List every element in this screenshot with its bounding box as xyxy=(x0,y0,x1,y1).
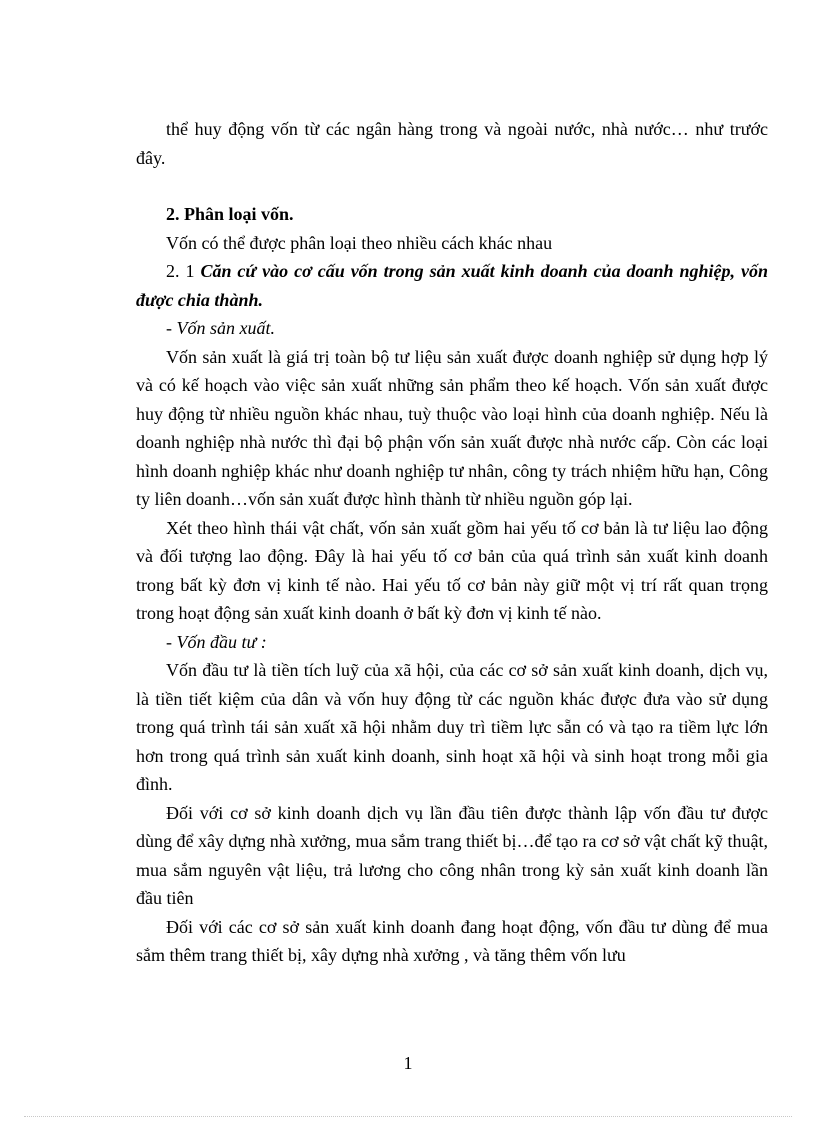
subsection-title: Căn cứ vào cơ cấu vốn trong sản xuất kinh doanh của doanh nghiệp, vốn được chia thành. xyxy=(136,261,768,310)
paragraph-continuation: thể huy động vốn từ các ngân hàng trong và ngoài nước, nhà nước… như trước đây. xyxy=(136,119,768,168)
subsection-number: 2. 1 xyxy=(166,261,195,281)
paragraph-von-dau-tu: Vốn đầu tư là tiền tích luỹ của xã hội, của các cơ sở sản xuất kinh doanh, dịch vụ, là tiền tiết kiệm của dân và vốn huy động từ các nguồn khác được đưa vào sử dụng trong quá trình tái sản xuất xã hội nhằm duy trì tiềm lực sẵn có và tạo ra tiềm lực lớn hơn trong quá trình sản xuất kinh doanh, sinh hoạt xã hội và sinh hoạt trong mỗi gia đình. xyxy=(136,660,768,794)
page-number: 1 xyxy=(403,1053,413,1073)
paragraph-von-san-xuat: Vốn sản xuất là giá trị toàn bộ tư liệu sản xuất được doanh nghiệp sử dụng hợp lý và có kế hoạch vào việc sản xuất những sản phẩm theo kế hoạch. Vốn sản xuất được huy động từ nhiều nguồn khác nhau, tuỳ thuộc vào loại hình của doanh nghiệp. Nếu là doanh nghiệp nhà nước thì đại bộ phận vốn sản xuất được nhà nước cấp. Còn các loại hình doanh nghiệp khác như doanh nghiệp tư nhân, công ty trách nhiệm hữu hạn, Công ty liên doanh…vốn sản xuất được hình thành từ nhiều nguồn góp lại. xyxy=(136,346,768,509)
section-heading: 2. Phân loại vốn. xyxy=(166,204,294,224)
paragraph-co-so-hoat-dong: Đối với các cơ sở sản xuất kinh doanh đang hoạt động, vốn đầu tư dùng để mua sắm thêm trang thiết bị, xây dựng nhà xưởng , và tăng thêm vốn lưu xyxy=(136,916,768,965)
paragraph-hinh-thai: Xét theo hình thái vật chất, vốn sản xuất gồm hai yếu tố cơ bản là tư liệu lao động và đối tượng lao động. Đây là hai yếu tố cơ bản của quá trình sản xuất kinh doanh trong bất kỳ đơn vị kinh tế nào. Hai yếu tố cơ bản này giữ một vị trí rất quan trọng trong hoạt động sản xuất kinh doanh ở bất kỳ đơn vị kinh tế nào. xyxy=(136,517,768,623)
paragraph-intro: Vốn có thể được phân loại theo nhiều cách khác nhau xyxy=(166,232,553,253)
list-item-von-dau-tu: - Vốn đầu tư : xyxy=(166,631,267,652)
paragraph-gap xyxy=(136,172,768,200)
subsection-heading xyxy=(136,257,768,314)
document-body xyxy=(136,115,768,970)
list-item-von-san-xuat: - Vốn sản xuất. xyxy=(166,318,275,338)
paragraph-co-so-moi: Đối với cơ sở kinh doanh dịch vụ lần đầu tiên được thành lập vốn đầu tư được dùng để xây dựng nhà xưởng, mua sắm trang thiết bị…để tạo ra cơ sở vật chất kỹ thuật, mua sắm nguyên vật liệu, trả lương cho công nhân trong kỳ sản xuất kinh doanh lần đầu tiên xyxy=(136,802,768,908)
page-bottom-border xyxy=(24,1116,792,1117)
